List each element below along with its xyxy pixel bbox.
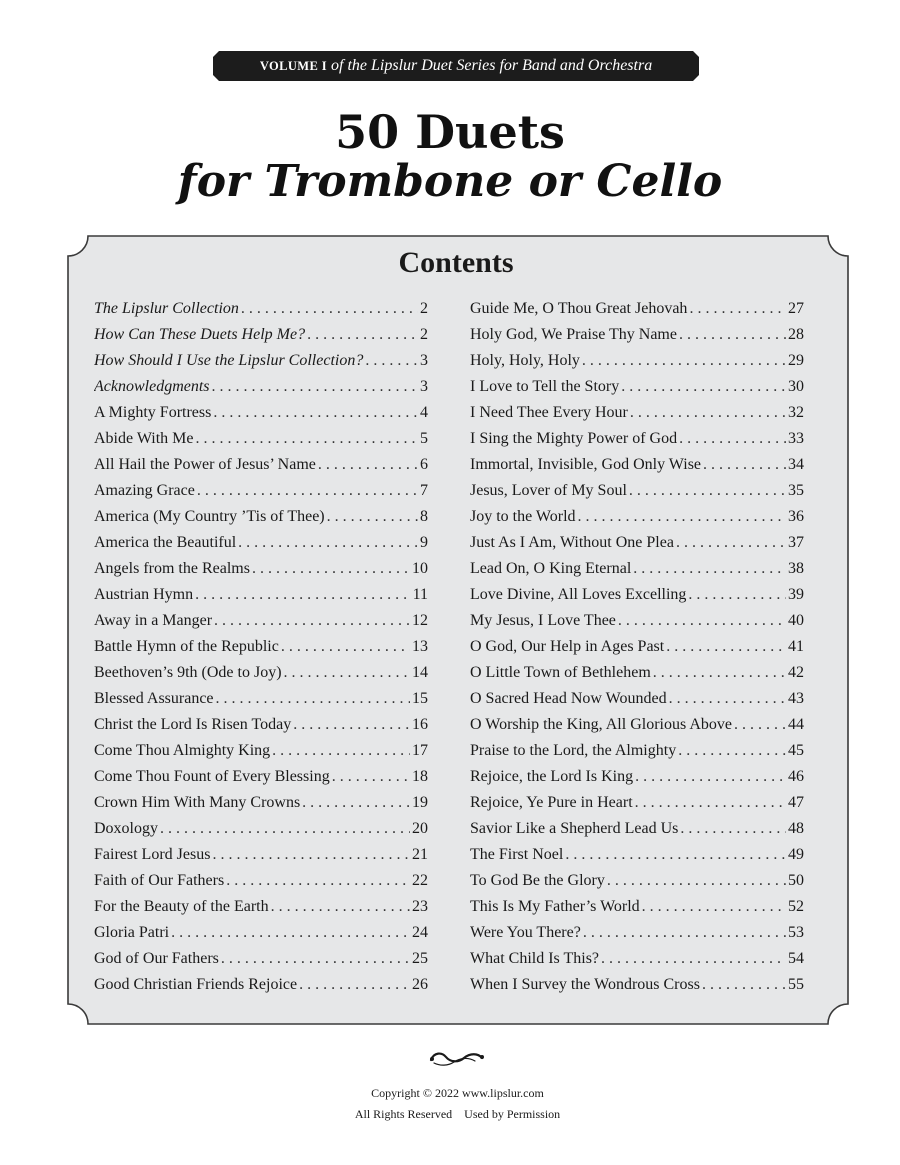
toc-entry-title: O Little Town of Bethlehem <box>470 664 651 681</box>
toc-dot-leader <box>734 712 786 738</box>
toc-entry-page: 18 <box>412 768 428 785</box>
rights-line <box>0 1107 900 1122</box>
toc-dot-leader <box>607 868 786 894</box>
toc-entry <box>94 894 428 920</box>
toc-dot-leader <box>281 634 410 660</box>
toc-entry-page: 53 <box>788 924 804 941</box>
toc-entry-title: How Can These Duets Help Me? <box>94 326 306 343</box>
toc-dot-leader <box>271 894 410 920</box>
toc-entry-title: The Lipslur Collection <box>94 300 239 317</box>
toc-entry-title: Holy, Holy, Holy <box>470 352 580 369</box>
toc-entry-title: Amazing Grace <box>94 482 195 499</box>
toc-entry-title: Fairest Lord Jesus <box>94 846 211 863</box>
toc-entry-title: Come Thou Almighty King <box>94 742 271 759</box>
toc-entry-title: When I Survey the Wondrous Cross <box>470 976 700 993</box>
toc-entry-page: 42 <box>788 664 804 681</box>
toc-entry-title: Faith of Our Fathers <box>94 872 225 889</box>
toc-entry <box>470 530 804 556</box>
page-subtitle: for Trombone or Cello <box>177 156 723 207</box>
toc-entry-page: 8 <box>420 508 428 525</box>
toc-entry <box>470 374 804 400</box>
toc-dot-leader <box>666 634 786 660</box>
toc-entry-title: Just As I Am, Without One Plea <box>470 534 674 551</box>
toc-entry-title: Were You There? <box>470 924 581 941</box>
toc-entry-title: America (My Country ’Tis of Thee) <box>94 508 325 525</box>
page-title: 50 Duets <box>335 105 565 159</box>
toc-entry-title: Love Divine, All Loves Excelling <box>470 586 687 603</box>
toc-entry <box>94 556 428 582</box>
toc-dot-leader <box>642 894 786 920</box>
toc-entry-title: I Sing the Mighty Power of God <box>470 430 678 447</box>
toc-entry-title: O Sacred Head Now Wounded <box>470 690 667 707</box>
toc-dot-leader <box>635 790 786 816</box>
toc-entry <box>470 738 804 764</box>
toc-dot-leader <box>629 478 786 504</box>
toc-dot-leader <box>226 868 410 894</box>
rights-text: All Rights Reserved <box>354 1107 453 1121</box>
toc-dot-leader <box>216 686 410 712</box>
toc-entry <box>470 478 804 504</box>
toc-entry-page: 21 <box>412 846 428 863</box>
toc-entry <box>94 712 428 738</box>
toc-entry-title: What Child Is This? <box>470 950 600 967</box>
toc-entry <box>94 660 428 686</box>
permission-text: Used by Permission <box>464 1107 561 1121</box>
toc-entry-title: My Jesus, I Love Thee <box>470 612 616 629</box>
toc-entry-title: Immortal, Invisible, God Only Wise <box>470 456 702 473</box>
toc-entry-page: 37 <box>788 534 804 551</box>
toc-dot-leader <box>653 660 786 686</box>
toc-entry-title: Jesus, Lover of My Soul <box>470 482 627 499</box>
toc-dot-leader <box>669 686 786 712</box>
toc-entry <box>94 322 428 348</box>
toc-entry-page: 27 <box>788 300 804 317</box>
toc-entry-page: 11 <box>412 586 428 603</box>
toc-entry-title: Rejoice, Ye Pure in Heart <box>470 794 633 811</box>
toc-dot-leader <box>293 712 410 738</box>
toc-entry-page: 2 <box>420 300 428 317</box>
toc-entry-title: Crown Him With Many Crowns <box>94 794 301 811</box>
toc-entry-page: 5 <box>420 430 428 447</box>
toc-entry <box>94 972 428 998</box>
toc-entry <box>470 296 804 322</box>
toc-dot-leader <box>299 972 410 998</box>
toc-entry-page: 7 <box>420 482 428 499</box>
toc-entry-page: 13 <box>412 638 428 655</box>
toc-dot-leader <box>213 400 418 426</box>
toc-dot-leader <box>238 530 418 556</box>
toc-entry-title: Holy God, We Praise Thy Name <box>470 326 677 343</box>
toc-entry-title: Beethoven’s 9th (Ode to Joy) <box>94 664 282 681</box>
toc-entry-title: Blessed Assurance <box>94 690 214 707</box>
toc-entry-page: 41 <box>788 638 804 655</box>
toc-entry-page: 48 <box>788 820 804 837</box>
toc-entry <box>470 920 804 946</box>
toc-dot-leader <box>197 478 418 504</box>
toc-dot-leader <box>679 426 786 452</box>
toc-dot-leader <box>195 582 410 608</box>
toc-dot-leader <box>630 400 786 426</box>
toc-entry-page: 25 <box>412 950 428 967</box>
toc-entry-page: 2 <box>420 326 428 343</box>
toc-entry-page: 19 <box>412 794 428 811</box>
toc-entry-page: 45 <box>788 742 804 759</box>
toc-entry-title: O God, Our Help in Ages Past <box>470 638 665 655</box>
toc-entry <box>470 322 804 348</box>
toc-entry-page: 50 <box>788 872 804 889</box>
toc-entry <box>94 738 428 764</box>
toc-entry-page: 28 <box>788 326 804 343</box>
toc-entry-title: For the Beauty of the Earth <box>94 898 269 915</box>
toc-entry-title: This Is My Father’s World <box>470 898 640 915</box>
toc-dot-leader <box>676 530 786 556</box>
toc-entry-page: 16 <box>412 716 428 733</box>
toc-entry-page: 3 <box>420 378 428 395</box>
toc-dot-leader <box>678 738 786 764</box>
toc-dot-leader <box>327 504 418 530</box>
toc-entry-title: America the Beautiful <box>94 534 237 551</box>
toc-entry-page: 6 <box>420 456 428 473</box>
toc-dot-leader <box>635 764 786 790</box>
toc-entry-page: 52 <box>788 898 804 915</box>
toc-entry-title: Praise to the Lord, the Almighty <box>470 742 677 759</box>
toc-entry-title: All Hail the Power of Jesus’ Name <box>94 456 316 473</box>
toc-dot-leader <box>284 660 410 686</box>
toc-entry <box>470 426 804 452</box>
toc-entry-page: 49 <box>788 846 804 863</box>
toc-entry-page: 30 <box>788 378 804 395</box>
toc-entry <box>470 894 804 920</box>
toc-entry-page: 23 <box>412 898 428 915</box>
toc-left-column <box>94 296 428 998</box>
toc-entry-title: Angels from the Realms <box>94 560 250 577</box>
toc-entry <box>94 764 428 790</box>
toc-dot-leader <box>365 348 418 374</box>
toc-entry <box>470 660 804 686</box>
toc-dot-leader <box>160 816 410 842</box>
toc-entry-title: Austrian Hymn <box>94 586 194 603</box>
toc-dot-leader <box>680 816 786 842</box>
toc-entry <box>470 946 804 972</box>
toc-dot-leader <box>214 608 410 634</box>
toc-entry <box>94 608 428 634</box>
toc-entry-page: 4 <box>420 404 428 421</box>
toc-entry-page: 55 <box>788 976 804 993</box>
toc-entry <box>94 816 428 842</box>
toc-entry <box>94 842 428 868</box>
toc-entry <box>94 426 428 452</box>
toc-entry <box>94 686 428 712</box>
toc-entry-page: 40 <box>788 612 804 629</box>
toc-dot-leader <box>565 842 786 868</box>
toc-entry-page: 32 <box>788 404 804 421</box>
toc-entry <box>94 348 428 374</box>
toc-dot-leader <box>272 738 410 764</box>
toc-entry-page: 10 <box>412 560 428 577</box>
toc-entry <box>470 842 804 868</box>
toc-entry <box>470 556 804 582</box>
banner-volume: VOLUME I <box>259 59 328 73</box>
toc-entry-title: Christ the Lord Is Risen Today <box>94 716 292 733</box>
toc-entry-page: 17 <box>412 742 428 759</box>
toc-dot-leader <box>601 946 786 972</box>
contents-heading: Contents <box>398 246 514 279</box>
toc-entry-page: 14 <box>412 664 428 681</box>
toc-entry-title: Away in a Manger <box>94 612 213 629</box>
toc-entry <box>94 634 428 660</box>
toc-entry <box>94 868 428 894</box>
toc-entry-page: 35 <box>788 482 804 499</box>
toc-entry <box>470 686 804 712</box>
toc-dot-leader <box>688 582 786 608</box>
flourish-ornament-icon <box>428 1048 486 1070</box>
toc-entry <box>470 608 804 634</box>
toc-entry <box>470 764 804 790</box>
toc-entry-page: 44 <box>788 716 804 733</box>
toc-dot-leader <box>318 452 418 478</box>
toc-entry-page: 34 <box>788 456 804 473</box>
toc-entry-title: Doxology <box>94 820 158 837</box>
toc-dot-leader <box>703 452 786 478</box>
toc-entry-title: Good Christian Friends Rejoice <box>94 976 298 993</box>
toc-dot-leader <box>679 322 786 348</box>
toc-entry <box>94 946 428 972</box>
copyright-text: Copyright © 2022 www.lipslur.com <box>371 1086 544 1100</box>
toc-entry <box>94 374 428 400</box>
toc-dot-leader <box>332 764 410 790</box>
toc-entry-title: Abide With Me <box>94 430 194 447</box>
toc-entry-title: Gloria Patri <box>94 924 170 941</box>
toc-right-column <box>470 296 804 998</box>
toc-dot-leader <box>302 790 410 816</box>
toc-dot-leader <box>618 608 786 634</box>
toc-entry <box>94 400 428 426</box>
toc-entry-title: O Worship the King, All Glorious Above <box>470 716 732 733</box>
toc-entry-page: 9 <box>420 534 428 551</box>
toc-entry <box>94 790 428 816</box>
toc-entry <box>470 972 804 998</box>
toc-entry <box>470 400 804 426</box>
toc-entry <box>94 452 428 478</box>
toc-entry-page: 12 <box>412 612 428 629</box>
toc-entry-page: 20 <box>412 820 428 837</box>
toc-entry <box>94 504 428 530</box>
toc-entry-title: A Mighty Fortress <box>94 404 212 421</box>
toc-dot-leader <box>689 296 786 322</box>
toc-entry-page: 47 <box>788 794 804 811</box>
toc-dot-leader <box>212 374 418 400</box>
toc-entry-title: Acknowledgments <box>94 378 210 395</box>
toc-dot-leader <box>221 946 410 972</box>
toc-dot-leader <box>633 556 786 582</box>
toc-entry-page: 24 <box>412 924 428 941</box>
toc-entry-page: 54 <box>788 950 804 967</box>
toc-entry-title: Joy to the World <box>470 508 576 525</box>
toc-entry <box>94 582 428 608</box>
toc-entry-title: Lead On, O King Eternal <box>470 560 632 577</box>
toc-entry-title: Battle Hymn of the Republic <box>94 638 279 655</box>
toc-dot-leader <box>241 296 418 322</box>
toc-entry-title: Rejoice, the Lord Is King <box>470 768 634 785</box>
toc-entry-title: Guide Me, O Thou Great Jehovah <box>470 300 688 317</box>
toc-entry-title: The First Noel <box>470 846 564 863</box>
toc-entry-page: 29 <box>788 352 804 369</box>
toc-entry-page: 36 <box>788 508 804 525</box>
toc-dot-leader <box>582 348 786 374</box>
toc-dot-leader <box>578 504 786 530</box>
toc-entry <box>94 296 428 322</box>
toc-dot-leader <box>171 920 410 946</box>
toc-dot-leader <box>196 426 419 452</box>
toc-entry <box>470 582 804 608</box>
toc-entry <box>470 348 804 374</box>
toc-entry-title: Savior Like a Shepherd Lead Us <box>470 820 679 837</box>
toc-entry <box>470 452 804 478</box>
banner-series: of the Lipslur Duet Series for Band and Orchestra <box>331 57 653 74</box>
toc-entry-page: 43 <box>788 690 804 707</box>
toc-entry <box>470 816 804 842</box>
toc-entry-title: I Love to Tell the Story <box>470 378 620 395</box>
toc-entry-page: 22 <box>412 872 428 889</box>
toc-entry-title: How Should I Use the Lipslur Collection? <box>94 352 364 369</box>
toc-entry-title: Come Thou Fount of Every Blessing <box>94 768 330 785</box>
toc-entry <box>470 790 804 816</box>
toc-dot-leader <box>212 842 410 868</box>
toc-entry-page: 15 <box>412 690 428 707</box>
toc-entry-page: 39 <box>788 586 804 603</box>
toc-entry <box>94 920 428 946</box>
toc-entry-title: God of Our Fathers <box>94 950 219 967</box>
toc-dot-leader <box>252 556 410 582</box>
toc-entry-title: I Need Thee Every Hour <box>470 404 628 421</box>
toc-entry <box>470 634 804 660</box>
toc-entry-page: 26 <box>412 976 428 993</box>
toc-entry <box>470 712 804 738</box>
toc-entry <box>94 478 428 504</box>
toc-entry-title: To God Be the Glory <box>470 872 605 889</box>
toc-dot-leader <box>307 322 418 348</box>
toc-entry <box>94 530 428 556</box>
toc-entry <box>470 868 804 894</box>
series-banner <box>211 49 701 83</box>
toc-entry-page: 33 <box>788 430 804 447</box>
toc-entry <box>470 504 804 530</box>
toc-entry-page: 3 <box>420 352 428 369</box>
toc-dot-leader <box>702 972 786 998</box>
toc-dot-leader <box>583 920 786 946</box>
toc-entry-page: 38 <box>788 560 804 577</box>
banner-text <box>211 49 701 83</box>
toc-entry-page: 46 <box>788 768 804 785</box>
toc-dot-leader <box>621 374 786 400</box>
